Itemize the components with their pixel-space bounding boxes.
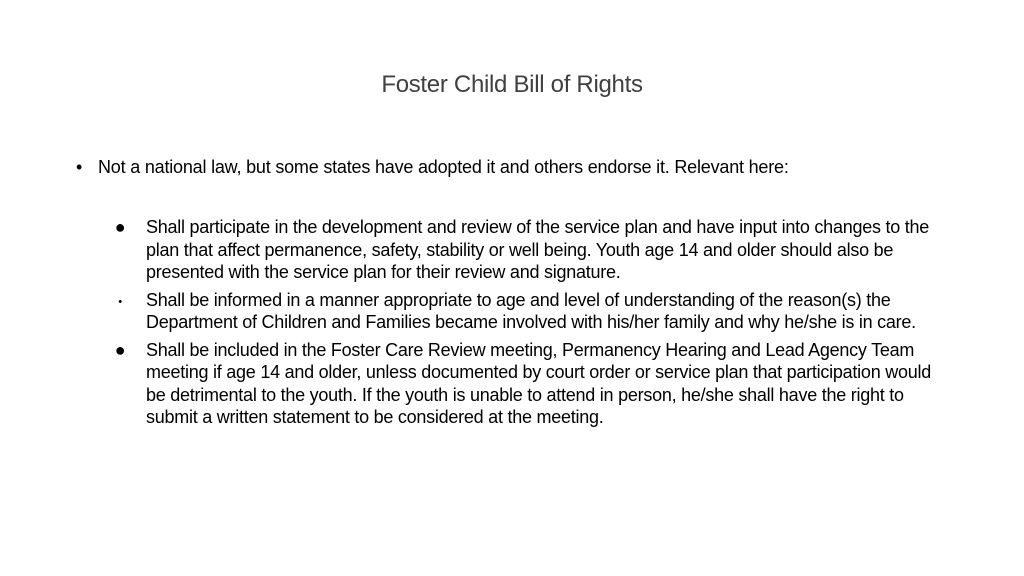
sub-bullet-text: Shall participate in the development and review of the service plan and have input into changes to the plan that affect permanence, safety, stability or well being. Youth age 14 and older should also be presented with the service plan for their review and signature.: [146, 217, 930, 282]
sub-bullet-item: [113, 339, 953, 429]
slide-title: Foster Child Bill of Rights: [381, 71, 643, 98]
bullet-marker: ●: [114, 217, 126, 237]
main-bullet-list: [76, 154, 976, 180]
sub-bullet-list: [113, 216, 953, 434]
bullet-marker: •: [118, 295, 122, 308]
bullet-marker: •: [76, 157, 83, 177]
bullet-text: Not a national law, but some states have adopted it and others endorse it. Relevant here:: [98, 157, 789, 177]
sub-bullet-text: Shall be informed in a manner appropriate to age and level of understanding of the reason(s) the Department of Children and Families became involved with his/her family and why he/she is in care.: [146, 289, 916, 332]
bullet-marker: ●: [114, 339, 126, 360]
sub-bullet-text: Shall be included in the Foster Care Review meeting, Permanency Hearing and Lead Agency Team meeting if age 14 and older, unless documented by court order or service plan that participation would be detrimental to the youth. If the youth is unable to attend in person, he/she shall have the right to submit a written statement to be considered at the meeting.: [146, 339, 931, 427]
sub-bullet-item: [113, 289, 953, 334]
sub-bullet-item: [113, 216, 953, 284]
main-bullet-item: [76, 154, 976, 180]
